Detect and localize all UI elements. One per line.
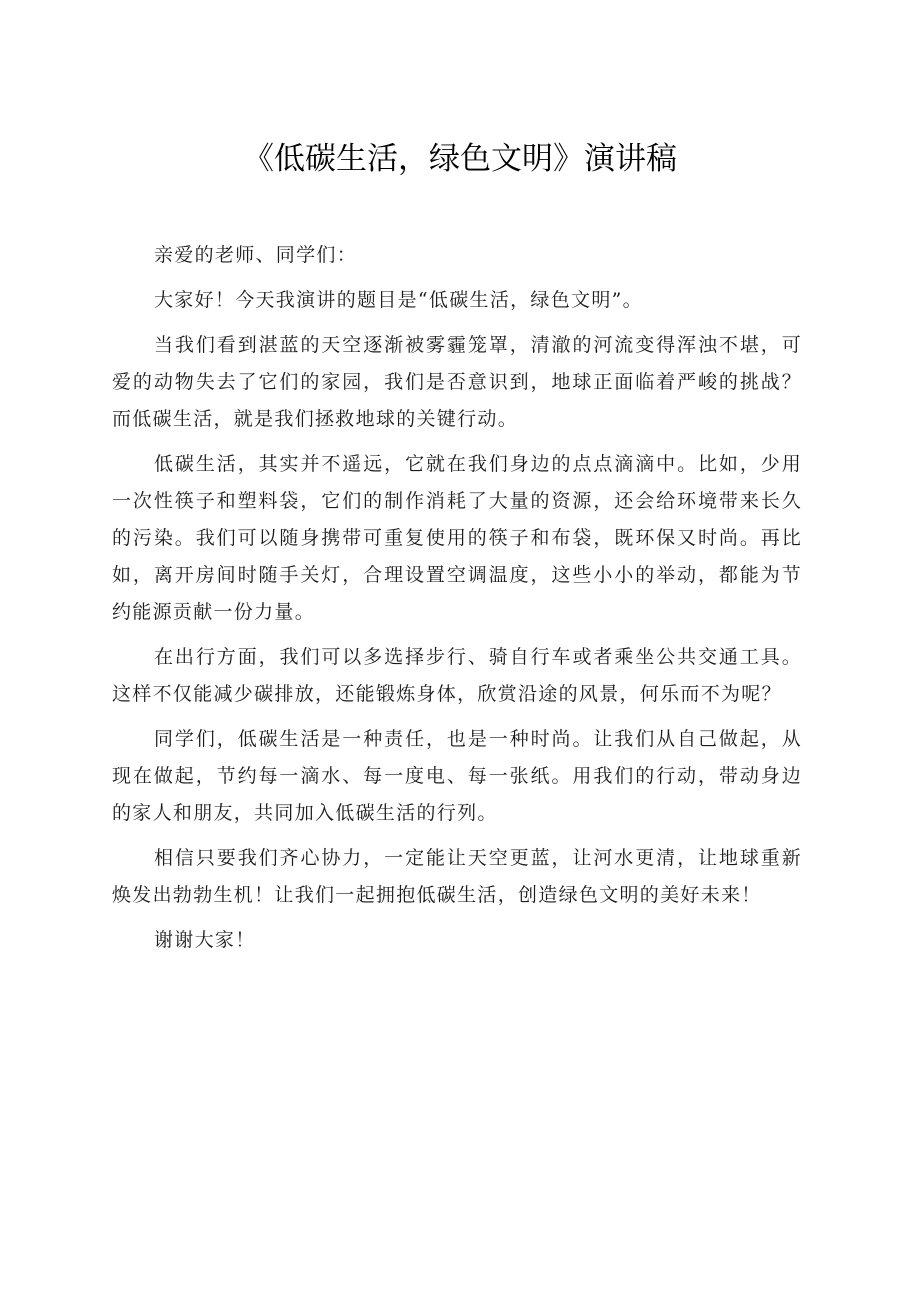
paragraph-travel: 在出行方面，我们可以多选择步行、骑自行车或者乘坐公共交通工具。这样不仅能减少碳排放，还能锻炼身体，欣赏沿途的风景，何乐而不为呢？: [112, 646, 802, 705]
paragraph-intro: 当我们看到湛蓝的天空逐渐被雾霾笼罩，清澈的河流变得浑浊不堪，可爱的动物失去了它们的家园，我们是否意识到，地球正面临着严峻的挑战？而低碳生活，就是我们拯救地球的关键行动。: [112, 334, 802, 430]
document-body: [112, 237, 802, 967]
paragraph-thanks: 谢谢大家！: [154, 929, 256, 951]
paragraph-conclusion: 相信只要我们齐心协力，一定能让天空更蓝，让河水更清，让地球重新焕发出勃勃生机！让我们一起拥抱低碳生活，创造绿色文明的美好未来！: [112, 847, 802, 906]
paragraph-daily-life: 低碳生活，其实并不遥远，它就在我们身边的点点滴滴中。比如，少用一次性筷子和塑料袋，它们的制作消耗了大量的资源，还会给环境带来长久的污染。我们可以随身携带可重复使用的筷子和布袋，既环保又时尚。再比如，离开房间时随手关灯，合理设置空调温度，这些小小的举动，都能为节约能源贡献一份力量。: [112, 453, 802, 623]
paragraph-salutation: 亲爱的老师、同学们：: [154, 244, 358, 266]
paragraph-greeting: 大家好！今天我演讲的题目是“低碳生活，绿色文明”。: [154, 289, 643, 311]
document-title: 《低碳生活，绿色文明》演讲稿: [243, 141, 677, 177]
paragraph-call-to-action: 同学们，低碳生活是一种责任，也是一种时尚。让我们从自己做起，从现在做起，节约每一滴水、每一度电、每一张纸。用我们的行动，带动身边的家人和朋友，共同加入低碳生活的行列。: [112, 728, 802, 824]
